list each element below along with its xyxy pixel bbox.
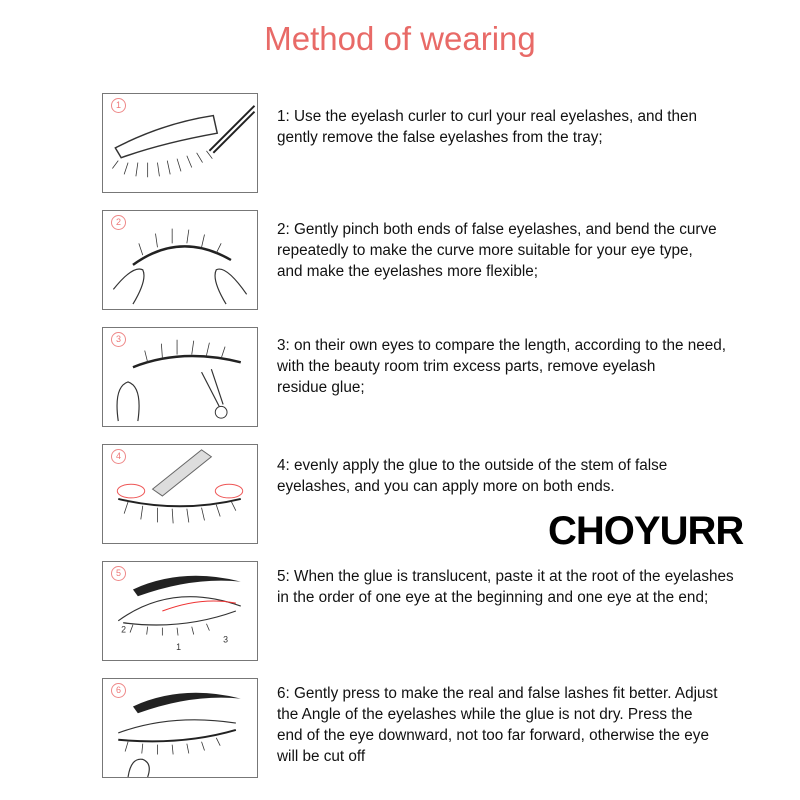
pinch-lashes-icon [103, 211, 257, 309]
trim-lashes-icon [103, 328, 257, 426]
step-badge: 1 [111, 98, 126, 113]
step-5-illustration [102, 561, 258, 661]
step-6-illustration [102, 678, 258, 778]
step-2-illustration [102, 210, 258, 310]
step-3-illustration [102, 327, 258, 427]
text-line: will be cut off [277, 748, 366, 765]
diagram-label: 2 [121, 624, 127, 635]
step-5-text [277, 566, 787, 608]
step-1-illustration [102, 93, 258, 193]
press-lashes-icon [103, 679, 257, 777]
text-line: repeatedly to make the curve more suitable for your eye type, [277, 242, 693, 259]
text-line: and make the eyelashes more flexible; [277, 263, 539, 280]
text-line: 6: Gently press to make the real and false lashes fit better. Adjust [277, 685, 718, 702]
diagram-label: 3 [223, 634, 229, 645]
text-line: end of the eye downward, not too far forward, otherwise the eye [277, 727, 709, 744]
text-line: 3: on their own eyes to compare the length, according to the need, [277, 337, 726, 354]
lash-tray-icon [103, 94, 257, 192]
step-3-text [277, 335, 787, 398]
text-line: 4: evenly apply the glue to the outside of the stem of false [277, 457, 668, 474]
text-line: 5: When the glue is translucent, paste it at the root of the eyelashes [277, 568, 734, 585]
step-badge: 4 [111, 449, 126, 464]
text-line: 2: Gently pinch both ends of false eyelashes, and bend the curve [277, 221, 717, 238]
text-line: eyelashes, and you can apply more on both ends. [277, 478, 615, 495]
step-4-text [277, 455, 787, 497]
text-line: with the beauty room trim excess parts, remove eyelash [277, 358, 656, 375]
diagram-label: 1 [176, 642, 181, 653]
text-line: 1: Use the eyelash curler to curl your real eyelashes, and then [277, 108, 698, 125]
step-badge: 6 [111, 683, 126, 698]
page-title: Method of wearing [264, 20, 536, 57]
step-4-illustration [102, 444, 258, 544]
text-line: the Angle of the eyelashes while the glue is not dry. Press the [277, 706, 693, 723]
step-badge: 2 [111, 215, 126, 230]
apply-glue-icon [103, 445, 257, 543]
step-1-text [277, 106, 787, 148]
text-line: residue glue; [277, 379, 365, 396]
step-6-text [277, 683, 787, 767]
step-badge: 5 [111, 566, 126, 581]
watermark-logo: CHOYURR [548, 509, 744, 553]
step-badge: 3 [111, 332, 126, 347]
attach-lashes-icon [103, 562, 257, 660]
step-2-text [277, 219, 787, 282]
text-line: in the order of one eye at the beginning and one eye at the end; [277, 589, 709, 606]
text-line: gently remove the false eyelashes from the tray; [277, 129, 603, 146]
